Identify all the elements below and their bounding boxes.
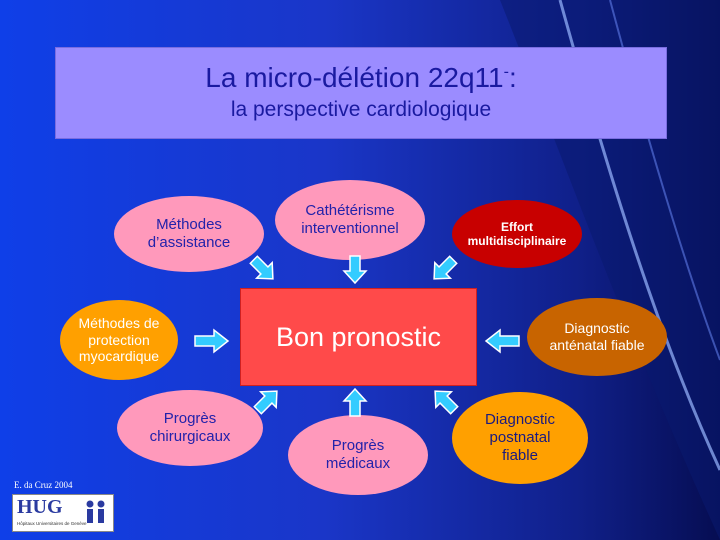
figures-icon [83, 499, 109, 527]
arrow-up-icon [338, 386, 372, 420]
node-diagnostic-antenatal: Diagnostic anténatal fiable [527, 298, 667, 376]
slide-title: La micro-délétion 22q11-: [205, 62, 517, 93]
node-effort-multidisciplinaire: Effort multidisciplinaire [452, 200, 582, 268]
arrow-left-icon [484, 326, 522, 356]
node-catheterisme: Cathétérisme interventionnel [275, 180, 425, 260]
node-methodes-protection: Méthodes de protection myocardique [60, 300, 178, 380]
bon-pronostic-box: Bon pronostic [240, 288, 477, 386]
slide-subtitle: la perspective cardiologique [230, 98, 492, 121]
arrow-up-right-icon [250, 384, 284, 418]
arrow-down-right-icon [246, 252, 280, 286]
node-diagnostic-postnatal: Diagnostic postnatal fiable [452, 392, 588, 484]
arrow-down-icon [338, 252, 372, 286]
node-progres-medicaux: Progrès médicaux [288, 415, 428, 495]
node-progres-chirurgicaux: Progrès chirurgicaux [117, 390, 263, 466]
author-credit: E. da Cruz 2004 [14, 480, 73, 490]
arrow-up-left-icon [428, 384, 462, 418]
arrow-right-icon [192, 326, 230, 356]
hug-logo [12, 494, 114, 532]
title-box [55, 47, 667, 139]
logo-subtext: Hôpitaux Universitaires de Genève [17, 521, 87, 526]
logo-text: HUG [17, 496, 63, 518]
node-methodes-assistance: Méthodes d’assistance [114, 196, 264, 272]
arrow-down-left-icon [427, 252, 461, 286]
